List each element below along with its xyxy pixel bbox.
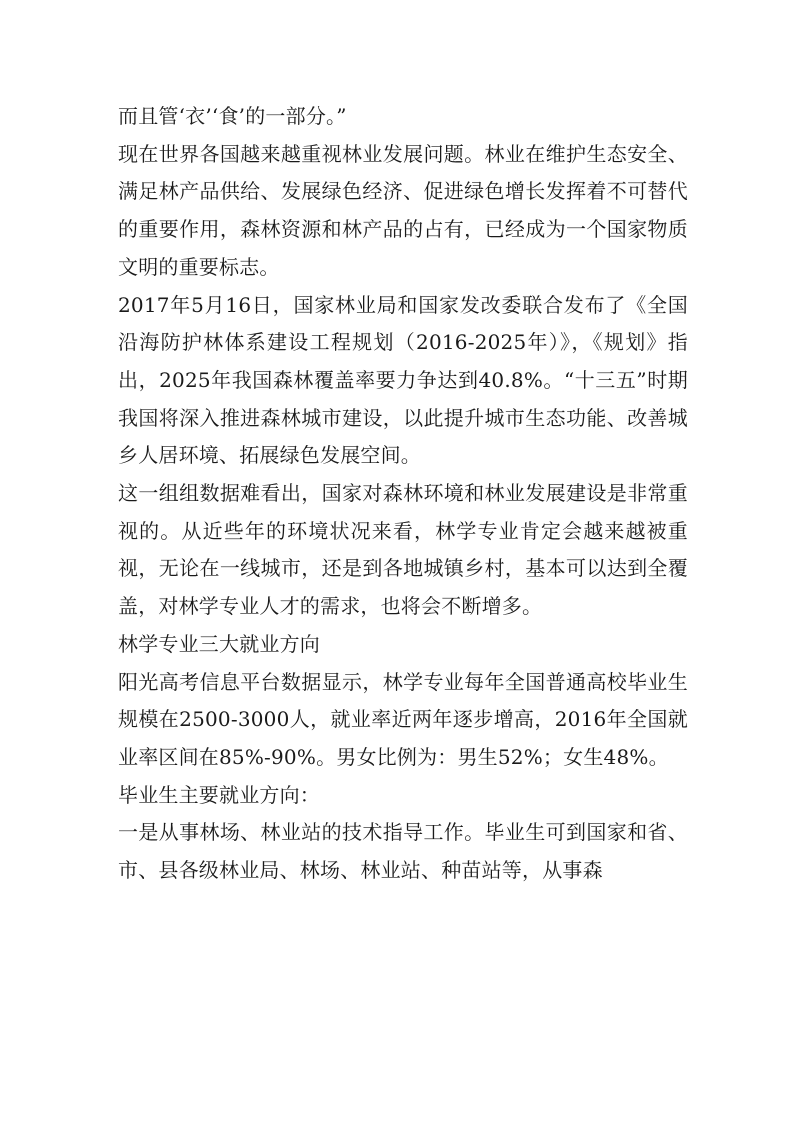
paragraph-coastal-plan: 2017年5月16日，国家林业局和国家发改委联合发布了《全国沿海防护林体系建设工程规划（2016-2025年）》，《规划》指出，2025年我国森林覆盖率要力争达到40.8%。“十三五”时期我国将深入推进森林城市建设，以此提升城市生态功能、改善城乡人居环境、拓展绿色发展空间。 [118,292,688,468]
paragraph-quote-ending: 而且管‘衣’‘食’的一部分。” [118,104,347,128]
paragraph-main-directions-label: 毕业生主要就业方向： [118,782,320,807]
section-heading-career-directions: 林学专业三大就业方向 [118,631,320,656]
paragraph-direction-one: 一是从事林场、林业站的技术指导工作。毕业生可到国家和省、市、县各级林业局、林场、林业站、种苗站等，从事森 [118,820,688,883]
document-body [118,98,688,890]
paragraph-employment-stats: 阳光高考信息平台数据显示，林学专业每年全国普通高校毕业生规模在2500-3000人，就业率近两年逐步增高，2016年全国就业率区间在85%-90%。男女比例为：男生52%；女生48%。 [118,669,688,769]
paragraph-data-conclusion: 这一组组数据难看出，国家对森林环境和林业发展建设是非常重视的。从近些年的环境状况来看，林学专业肯定会越来越被重视，无论在一线城市，还是到各地城镇乡村，基本可以达到全覆盖，对林学专业人才的需求，也将会不断增多。 [118,481,688,619]
paragraph-forestry-importance: 现在世界各国越来越重视林业发展问题。林业在维护生态安全、满足林产品供给、发展绿色经济、促进绿色增长发挥着不可替代的重要作用，森林资源和林产品的占有，已经成为一个国家物质文明的重要标志。 [118,141,688,279]
